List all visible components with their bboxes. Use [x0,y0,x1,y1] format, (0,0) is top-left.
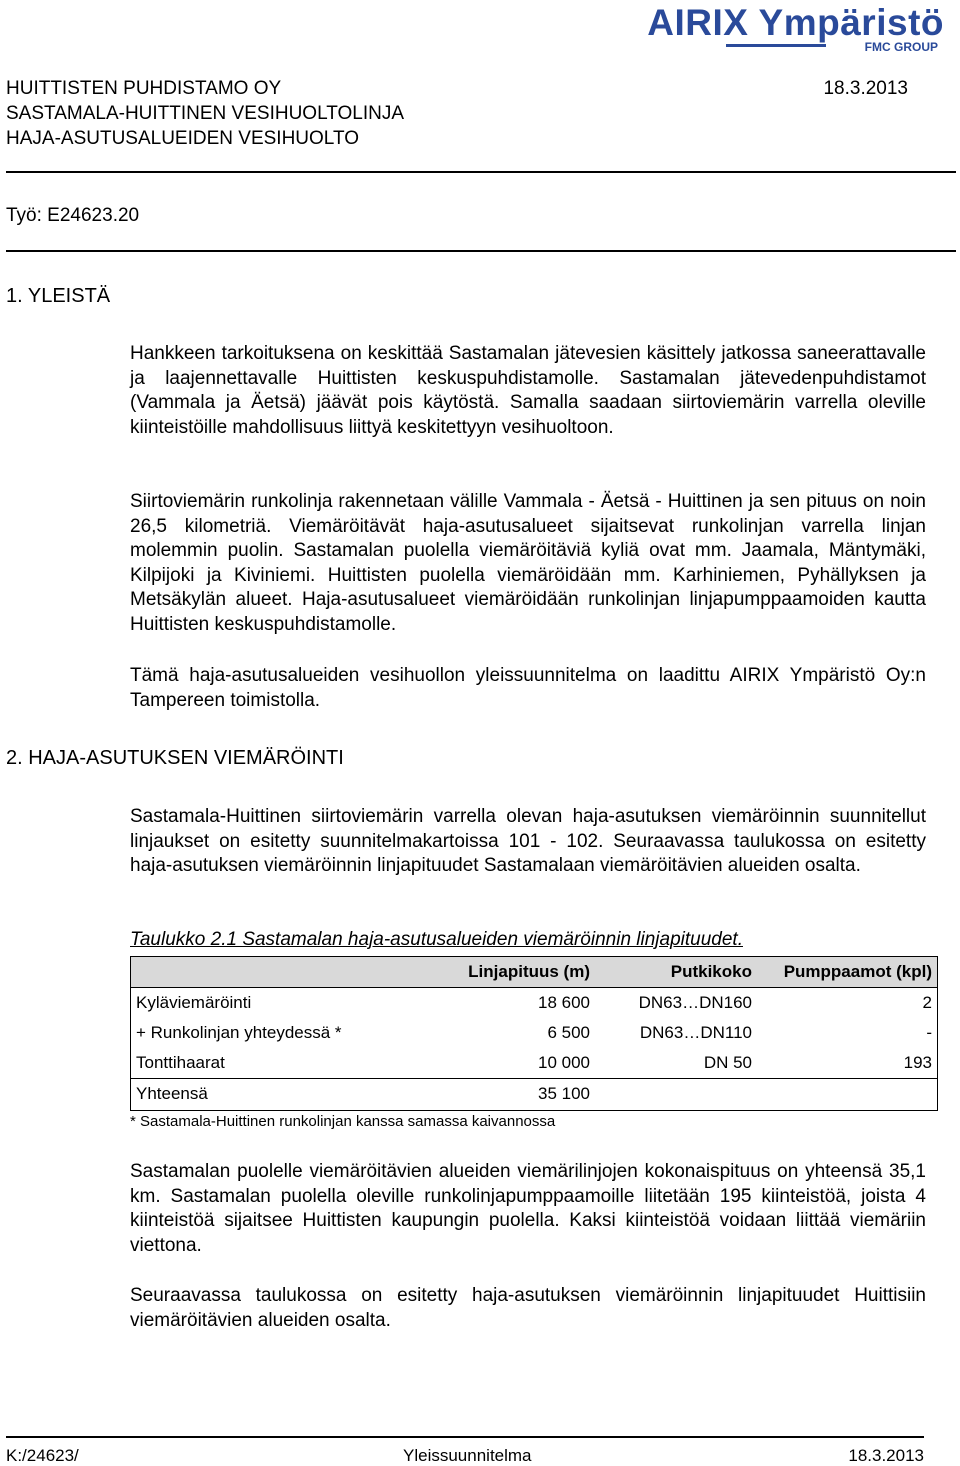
table-cell: DN63…DN110 [639,1023,752,1042]
table-header-pipe: Putkikoko [596,957,758,988]
footer-path: K:/24623/ [6,1446,79,1465]
company-logo [634,4,944,52]
table-cell: + Runkolinjan yhteydessä * [136,1023,342,1042]
footer-rule [6,1436,924,1438]
paragraph-1: Hankkeen tarkoituksena on keskittää Sastamalan jätevesien käsittely jatkossa saneerattavalle ja laajennettavalle Huittisten keskuspuhdistamolle. Sastamalan jätevedenpuhdistamot (Vammala ja Äetsä) jäävät pois käytöstä. Samalla saadaan siirtoviemärin varrella oleville kiinteistöille mahdollisuus liittyä keskitettyyn vesihuoltoon. [130,343,926,438]
paragraph-3: Tämä haja-asutusalueiden vesihuollon yleissuunnitelma on laadittu AIRIX Ympäristö Oy:n Tampereen toimistolla. [130,665,926,711]
paragraph-2: Siirtoviemärin runkolinja rakennetaan välille Vammala - Äetsä - Huittinen ja sen pituus on noin 26,5 kilometriä. Viemäröitävät haja-asutusalueet sijaitsevat runkolinjan varrella linjan molemmin puolin. Sastamalan puolella viemäröitäviä kyliä ovat mm. Jaamala, Mäntymäki, Kilpijoki ja Kiviniemi. Huittisten puolella viemäröidään mm. Karhiniemen, Pyhällyksen ja Metsäkylän alueet. Haja-asutusalueet viemäröidään runkolinjan linjapumppaamoiden kautta Huittisten keskuspuhdistamolle. [130,491,926,635]
table-caption: Taulukko 2.1 Sastamalan haja-asutusalueiden viemäröinnin linjapituudet. [130,929,743,950]
table-cell: - [926,1023,932,1042]
table-cell [596,1079,758,1110]
table-footnote: * Sastamala-Huittinen runkolinjan kanssa samassa kaivannossa [130,1113,556,1130]
footer-document: Yleissuunnitelma [403,1446,532,1465]
logo-wordmark: AIRIX Ympäristö [647,2,944,43]
table-row [130,988,938,1019]
table-cell: Yhteensä [136,1084,208,1103]
logo-group: FMC GROUP [864,40,938,54]
table-cell: Kyläviemäröinti [136,993,252,1012]
table-cell: 6 500 [547,1023,590,1042]
table-cell: DN 50 [703,1053,752,1072]
table-cell: 193 [903,1053,932,1072]
logo-divider [726,44,826,47]
section-heading-2: 2. HAJA-ASUTUKSEN VIEMÄRÖINTI [6,747,344,769]
section-heading-1: 1. YLEISTÄ [6,285,111,307]
paragraph-4: Sastamala-Huittinen siirtoviemärin varrella olevan haja-asutuksen viemäröinnin suunnitellut linjaukset on esitetty suunnitelmakartoissa 101 - 102. Seuraavassa taulukossa on esitetty haja-asutuksen viemäröinnin linjapituudet Sastamalaan viemäröitävien alueiden osalta. [130,806,926,876]
table-header-pumps: Pumppaamot (kpl) [758,957,938,988]
table-cell: 10 000 [538,1053,590,1072]
header-subject: HAJA-ASUTUSALUEIDEN VESIHUOLTO [6,128,359,149]
header-company: HUITTISTEN PUHDISTAMO OY [6,78,282,99]
table-row [130,1018,938,1048]
pipeline-table [130,956,938,1109]
footer-date: 18.3.2013 [848,1446,924,1465]
table-total-row [130,1079,938,1110]
section-rule [6,250,956,252]
header-rule [6,171,956,173]
table-cell: 2 [922,993,932,1012]
table-cell: Tonttihaarat [136,1053,225,1072]
table-header-length: Linjapituus (m) [434,957,596,988]
paragraph-6: Seuraavassa taulukossa on esitetty haja-asutuksen viemäröinnin linjapituudet Huittisiin viemäröitävien alueiden osalta. [130,1285,926,1331]
table-header-row [130,957,938,988]
table-cell: 18 600 [538,993,590,1012]
header-project: SASTAMALA-HUITTINEN VESIHUOLTOLINJA [6,103,405,124]
table-cell: 35 100 [538,1084,590,1103]
table-cell [758,1079,938,1110]
header-date: 18.3.2013 [823,78,908,99]
paragraph-5: Sastamalan puolelle viemäröitävien alueiden viemärilinjojen kokonaispituus on yhteensä 35,1 km. Sastamalan puolella oleville runkolinjapumppaamoille liitetään 195 kiinteistöä, joista 4 kiinteistöä sijaitsee Huittisten kaupungin puolella. Kaksi kiinteistöä voidaan liittää viemäriin viettona. [130,1161,926,1256]
table-row [130,1048,938,1079]
table-header-blank [130,957,434,988]
work-number: Työ: E24623.20 [6,205,140,226]
table-cell: DN63…DN160 [638,993,752,1012]
